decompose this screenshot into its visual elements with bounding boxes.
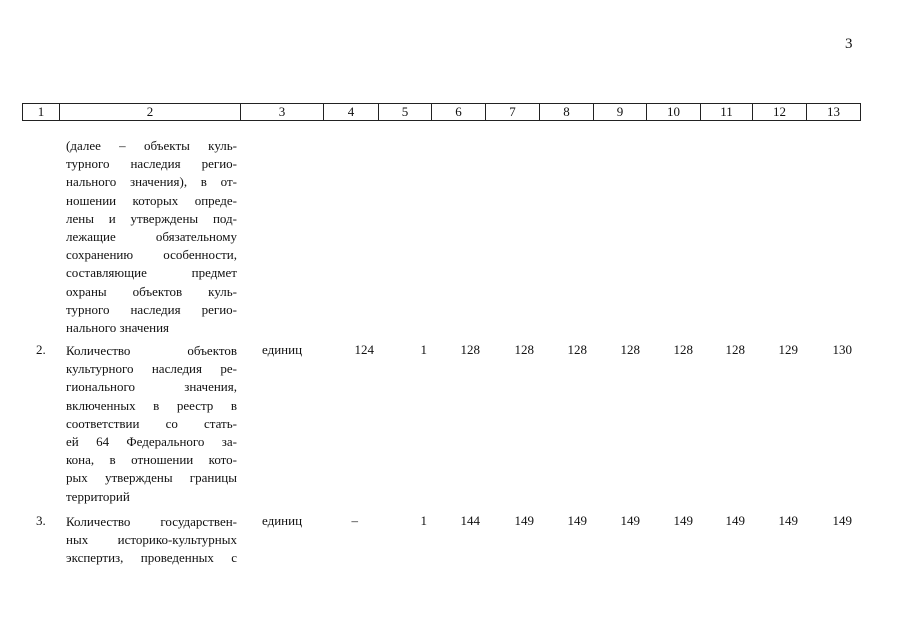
row-number: 3. xyxy=(36,513,46,528)
text-line: ношении которых опреде- xyxy=(66,192,237,208)
text-line: ных историко-культурных xyxy=(66,532,237,548)
value-col-4: – xyxy=(351,513,358,528)
value-col-10: 149 xyxy=(673,513,693,528)
text-line: экспертиз, проведенных с xyxy=(66,550,237,566)
value-col-7: 128 xyxy=(514,342,534,357)
row-number: 2. xyxy=(36,342,46,357)
row-1-description-continuation xyxy=(66,137,237,337)
col-9: 9 xyxy=(594,104,647,121)
value-col-8: 128 xyxy=(567,342,587,357)
value-col-13: 130 xyxy=(832,342,852,357)
value-col-12: 149 xyxy=(778,513,798,528)
value-col-7: 149 xyxy=(514,513,534,528)
col-1: 1 xyxy=(23,104,60,121)
text-line: (далее – объекты куль- xyxy=(66,138,237,153)
col-4: 4 xyxy=(324,104,379,121)
page-number: 3 xyxy=(845,36,853,52)
value-col-9: 149 xyxy=(620,513,640,528)
value-col-6: 144 xyxy=(460,513,480,528)
value-col-8: 149 xyxy=(567,513,587,528)
col-8: 8 xyxy=(540,104,594,121)
col-12: 12 xyxy=(753,104,807,121)
value-col-5: 1 xyxy=(420,342,427,357)
text-line: сохранению особенности, xyxy=(66,247,237,263)
text-line: составляющие предмет xyxy=(66,265,237,281)
col-13: 13 xyxy=(807,104,861,121)
value-col-10: 128 xyxy=(673,342,693,357)
row-description xyxy=(66,513,237,568)
col-11: 11 xyxy=(701,104,753,121)
col-2: 2 xyxy=(60,104,241,121)
text-line: гионального значения, xyxy=(66,379,237,395)
text-line: лены и утверждены под- xyxy=(66,210,237,226)
value-col-11: 149 xyxy=(725,513,745,528)
text-line: включенных в реестр в xyxy=(66,397,237,413)
text-line: Количество объектов xyxy=(66,343,237,358)
row-description xyxy=(66,342,237,506)
value-col-13: 149 xyxy=(832,513,852,528)
col-6: 6 xyxy=(432,104,486,121)
text-line: ей 64 Федерального за- xyxy=(66,434,237,450)
col-5: 5 xyxy=(379,104,432,121)
text-line: нального значения), в от- xyxy=(66,174,237,190)
text-line: соответствии со стать- xyxy=(66,415,237,431)
column-number-header xyxy=(22,103,861,121)
col-10: 10 xyxy=(647,104,701,121)
text-line: рых утверждены границы xyxy=(66,470,237,486)
text-line: охраны объектов куль- xyxy=(66,283,237,299)
value-col-9: 128 xyxy=(620,342,640,357)
text-line: культурного наследия ре- xyxy=(66,361,237,377)
unit-cell: единиц xyxy=(262,513,303,528)
text-line: нального значения xyxy=(66,320,170,336)
unit-cell: единиц xyxy=(262,342,303,357)
col-3: 3 xyxy=(241,104,324,121)
text-line: турного наследия регио- xyxy=(66,156,237,172)
value-col-5: 1 xyxy=(420,513,427,528)
value-col-6: 128 xyxy=(460,342,480,357)
col-7: 7 xyxy=(486,104,540,121)
text-line: кона, в отношении кото- xyxy=(66,452,237,468)
text-line: территорий xyxy=(66,488,130,504)
value-col-12: 129 xyxy=(778,342,798,357)
text-line: Количество государствен- xyxy=(66,514,237,529)
text-line: лежащие обязательному xyxy=(66,229,237,245)
text-line: турного наследия регио- xyxy=(66,301,237,317)
value-col-4: 124 xyxy=(354,342,374,357)
value-col-11: 128 xyxy=(725,342,745,357)
